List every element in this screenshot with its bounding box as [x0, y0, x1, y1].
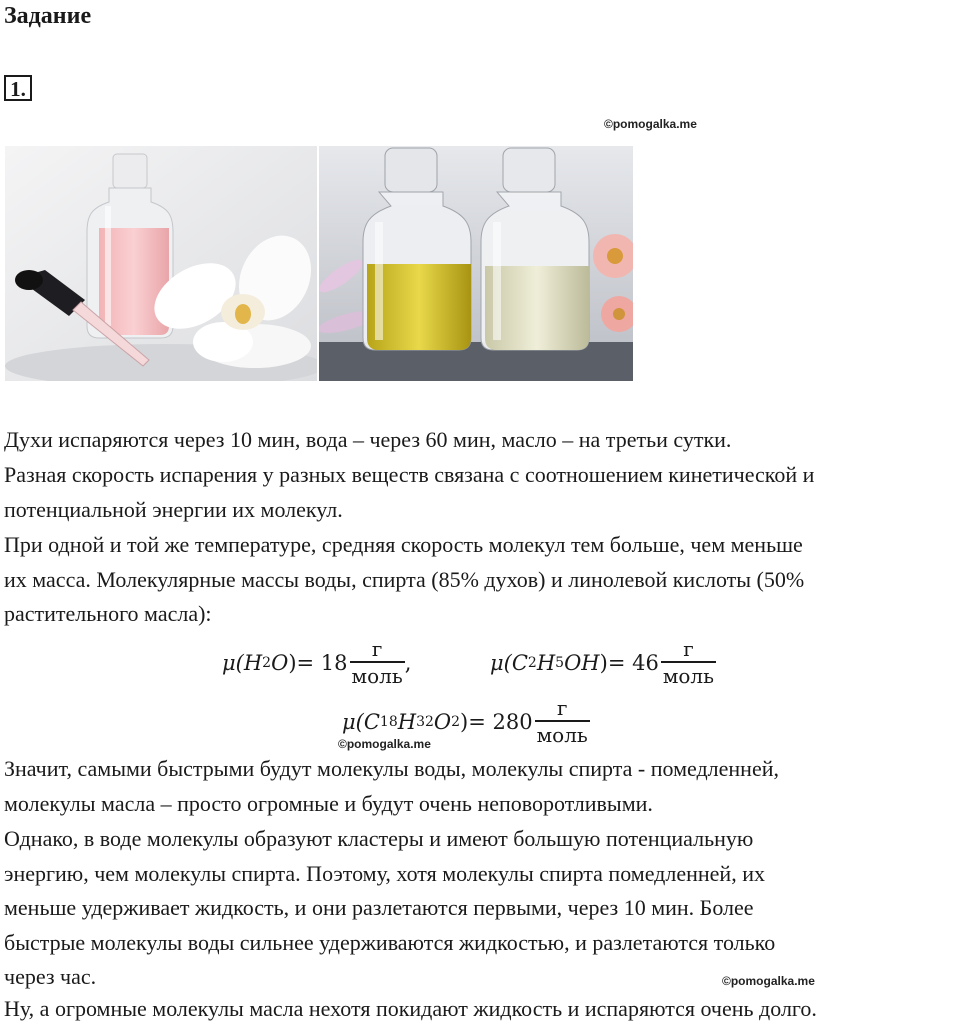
unit-numerator: г: [371, 637, 383, 661]
text-line: Значит, самыми быстрыми будут молекулы воды, молекулы спирта - помедленней,: [4, 756, 779, 781]
text-line: их масса. Молекулярные массы воды, спирта (85% духов) и линолевой кислоты (50%: [4, 566, 805, 592]
formula-water: [222, 637, 411, 689]
formula-symbol: H: [397, 710, 417, 734]
watermark-bottom: ©pomogalka.me: [722, 974, 815, 988]
text-line: Однако, в воде молекулы образуют кластеры и имеют большую потенциальную: [4, 826, 754, 851]
formula-subscript: 18: [379, 714, 398, 730]
text-line: При одной и той же температуре, средняя скорость молекул тем больше, чем меньше: [4, 532, 803, 557]
formula-mu: μ(: [222, 651, 244, 675]
unit-numerator: г: [556, 696, 568, 720]
watermark-top: ©pomogalka.me: [604, 117, 697, 131]
text-line: растительного масла):: [4, 601, 212, 626]
formula-symbol: C: [363, 710, 380, 734]
formula-value: = 280: [468, 710, 533, 734]
unit-fraction: [535, 696, 590, 748]
text-line: быстрые молекулы воды сильнее удерживаются жидкостью, и разлетаются только: [4, 929, 776, 955]
formula-symbol: H: [243, 651, 263, 675]
formula-close: ): [460, 710, 469, 734]
watermark-middle: ©pomogalka.me: [338, 737, 431, 751]
formula-subscript: 2: [262, 655, 272, 671]
text-line: меньше удерживает жидкость, и они разлетаются первыми, через 10 мин. Более: [4, 895, 754, 920]
formula-subscript: 2: [527, 655, 537, 671]
formula-value: = 46: [607, 651, 659, 675]
text-line: Разная скорость испарения у разных веществ связана с соотношением кинетической и: [4, 462, 815, 487]
unit-denominator: моль: [351, 664, 403, 688]
paragraph-clusters: [4, 822, 959, 995]
text-line: через час.: [4, 964, 97, 989]
text-line: энергию, чем молекулы спирта. Поэтому, хотя молекулы спирта помедленней, их: [4, 860, 765, 886]
formula-separator: ,: [404, 651, 412, 675]
unit-fraction: [661, 637, 716, 689]
formula-subscript: 2: [451, 714, 461, 730]
formula-symbol: O: [271, 651, 289, 675]
paragraph-oil: Ну, а огромные молекулы масла нехотя покидают жидкость и испаряются очень долго.: [4, 996, 817, 1021]
formula-symbol: C: [511, 651, 528, 675]
formula-symbol: H: [536, 651, 556, 675]
formula-symbol: OH: [564, 651, 600, 675]
formula-subscript: 32: [416, 714, 434, 730]
unit-denominator: моль: [662, 664, 715, 688]
task-number-box: 1.: [4, 75, 32, 101]
formula-close: ): [599, 651, 608, 675]
paragraph-evaporation-times: Духи испаряются через 10 мин, вода – через 60 мин, масло – на третьи сутки.: [4, 427, 732, 452]
unit-fraction: [350, 637, 405, 689]
unit-numerator: г: [683, 637, 694, 661]
paragraph-molecular-masses: [4, 528, 959, 632]
formula-close: ): [288, 651, 297, 675]
formula-ethanol: [490, 637, 716, 689]
unit-denominator: моль: [536, 723, 588, 747]
text-line: потенциальной энергии их молекул.: [4, 496, 343, 522]
formula-mu: μ(: [490, 651, 512, 675]
perfume-bottle-with-orchid-icon: [5, 146, 317, 381]
two-oil-bottles-with-flowers-icon: [319, 146, 633, 381]
photo-oils: [319, 146, 633, 381]
formula-subscript: 5: [555, 655, 565, 671]
page-title: Задание: [4, 3, 92, 29]
paragraph-conclusion: [4, 752, 959, 821]
formula-symbol: O: [433, 710, 452, 734]
formula-value: = 18: [296, 651, 348, 675]
paragraph-speed-reason: [4, 458, 959, 527]
photo-perfume: [5, 146, 317, 381]
text-line: молекулы масла – просто огромные и будут очень неповоротливыми.: [4, 790, 653, 816]
formula-mu: μ(: [342, 710, 364, 734]
